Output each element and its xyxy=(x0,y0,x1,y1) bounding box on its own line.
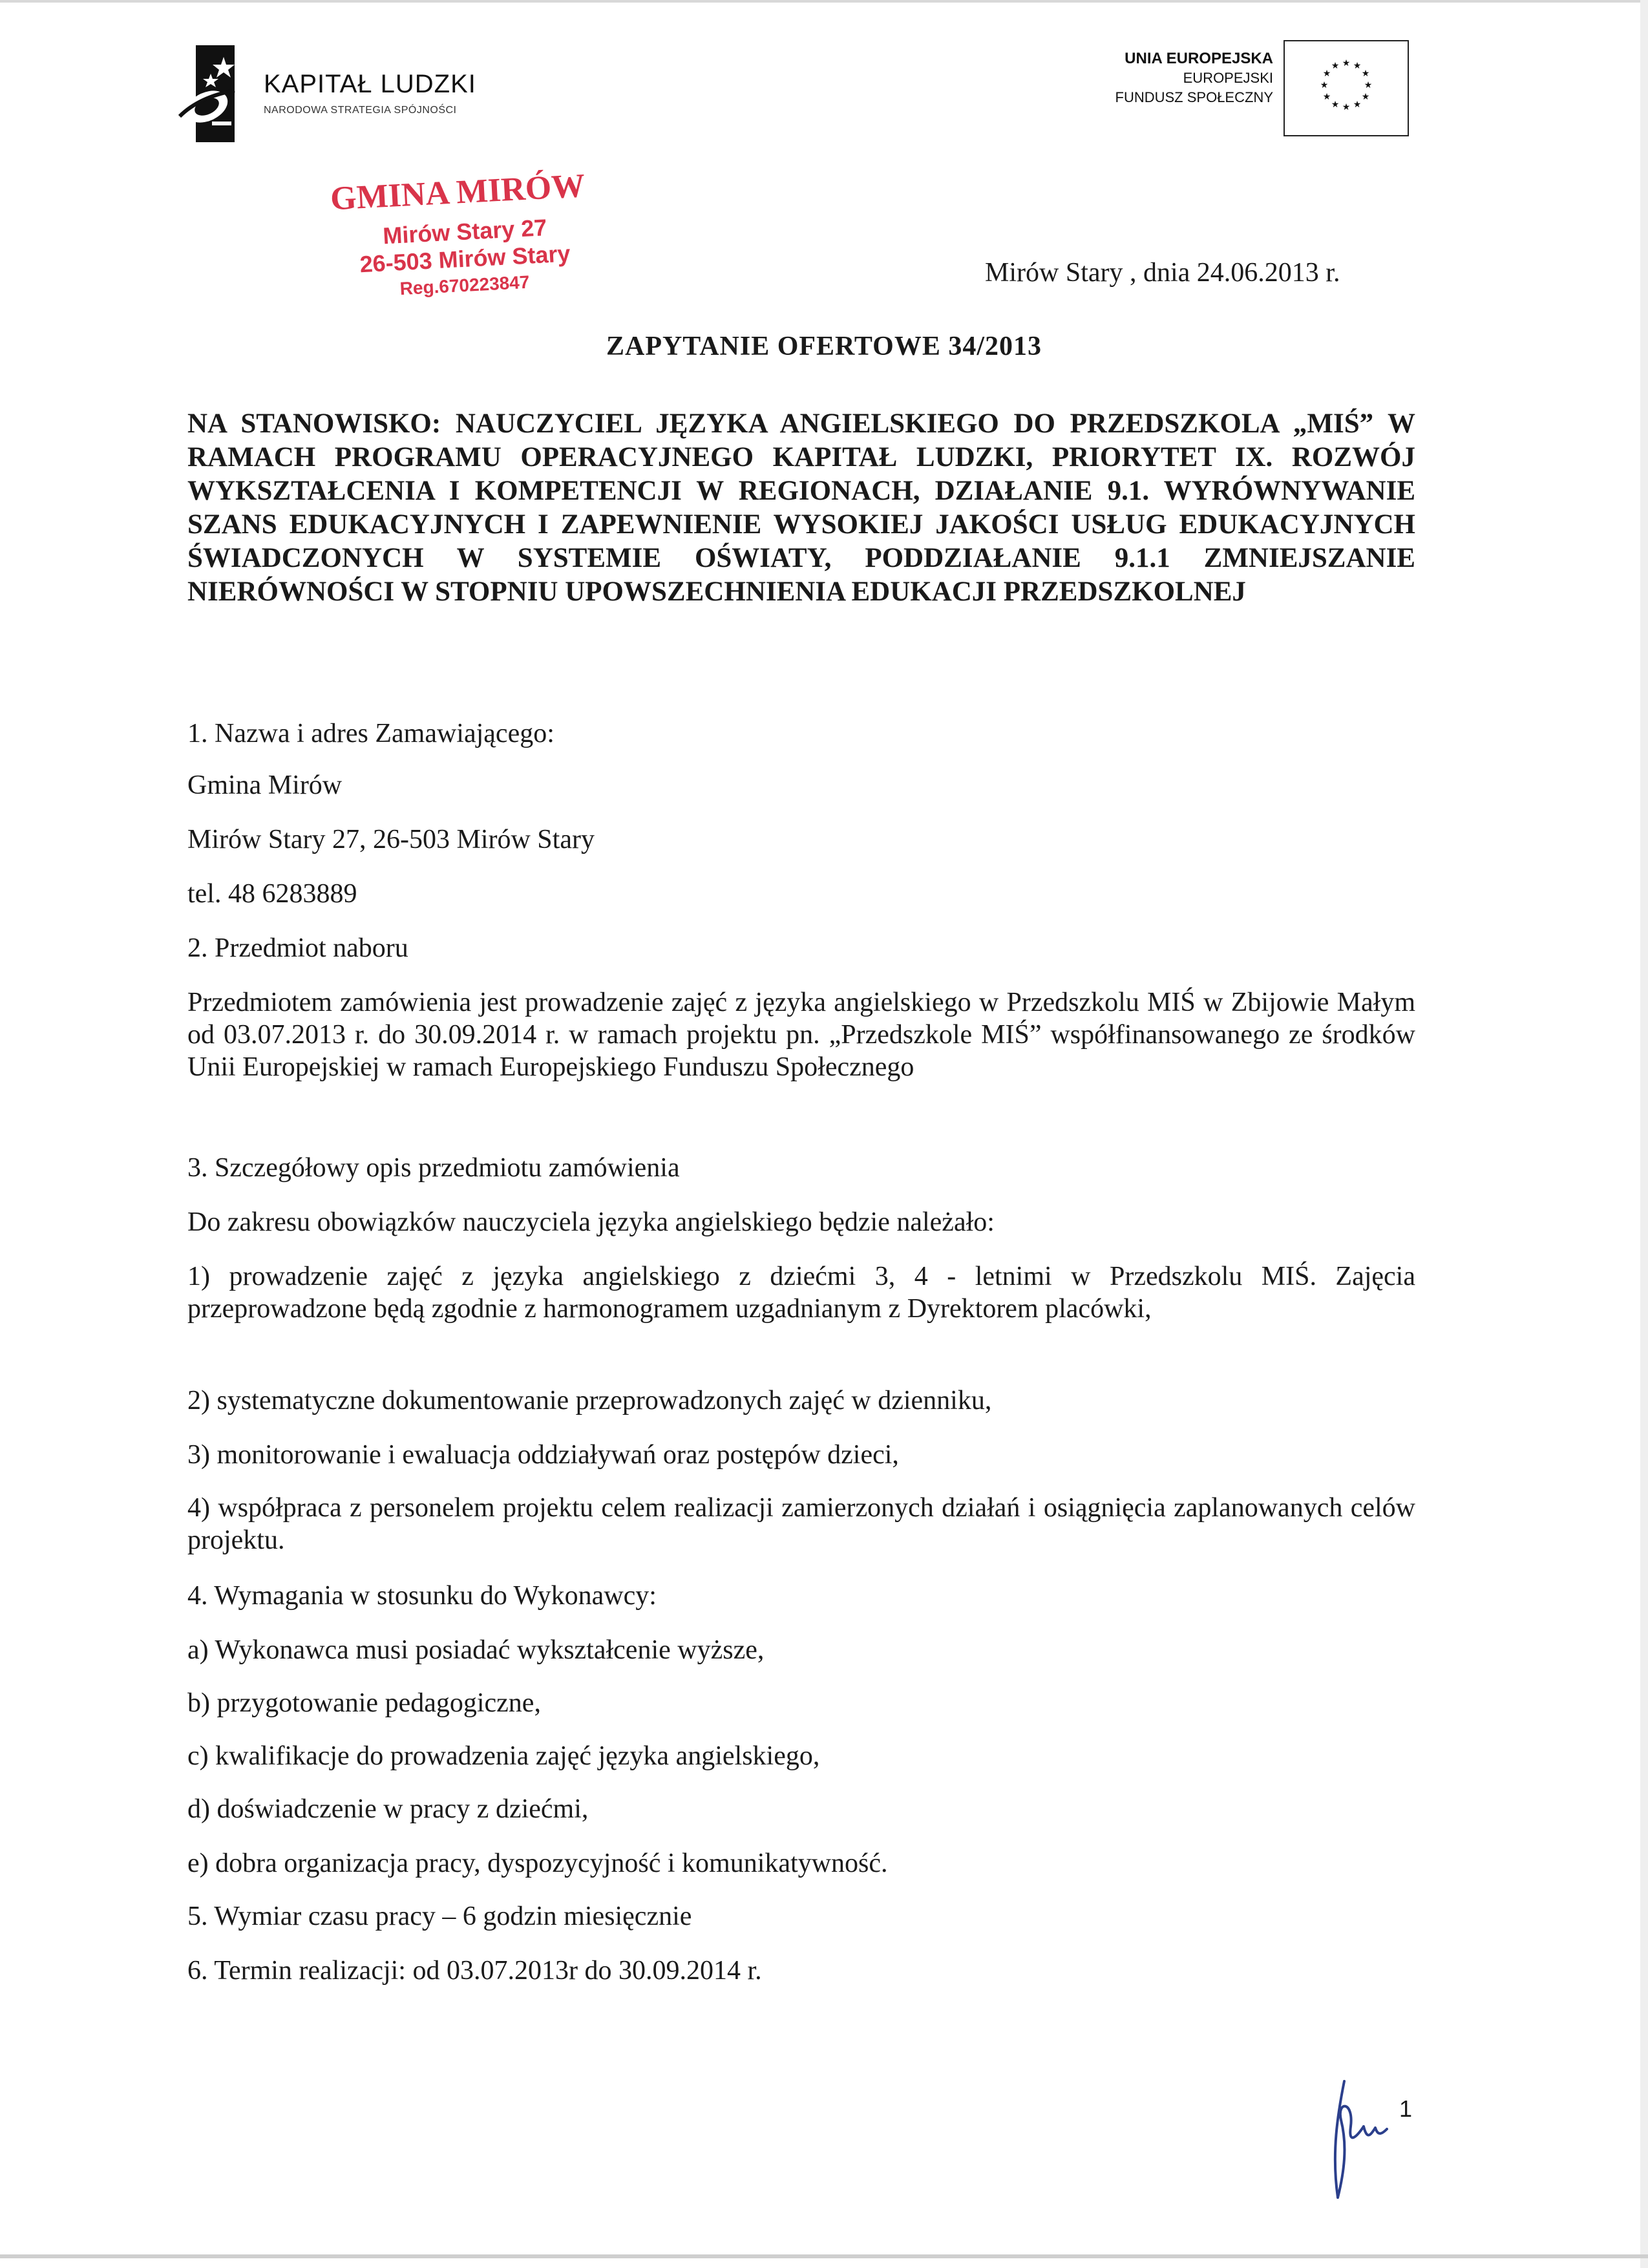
section-2-heading: 2. Przedmiot naboru xyxy=(187,933,408,963)
kapital-ludzki-title: KAPITAŁ LUDZKI xyxy=(264,70,476,98)
list-item: 2) systematyczne dokumentowanie przeprowadzonych zajęć w dzienniku, xyxy=(187,1386,992,1415)
document-title: ZAPYTANIE OFERTOWE 34/2013 xyxy=(606,332,1042,361)
gmina-stamp xyxy=(323,166,601,316)
contracting-authority-phone: tel. 48 6283889 xyxy=(187,879,357,909)
list-item: 4) współpraca z personelem projektu celem realizacji zamierzonych działań i osiągnięcia zaplanowanych celów projektu. xyxy=(187,1493,1415,1555)
section-1-heading: 1. Nazwa i adres Zamawiającego: xyxy=(187,719,555,748)
eu-logo xyxy=(1047,40,1409,137)
eu-line-2: EUROPEJSKI xyxy=(1183,70,1273,86)
svg-text:★: ★ xyxy=(1331,100,1340,110)
scan-bottom-edge xyxy=(0,2254,1648,2258)
scan-top-edge xyxy=(0,0,1648,3)
page-number: 1 xyxy=(1399,2095,1413,2122)
section-4-heading: 4. Wymagania w stosunku do Wykonawcy: xyxy=(187,1581,657,1611)
list-item: 3) monitorowanie i ewaluacja oddziaływań oraz postępów dzieci, xyxy=(187,1440,899,1470)
kapital-ludzki-logo xyxy=(173,45,496,142)
svg-text:★: ★ xyxy=(1353,61,1362,71)
eu-flag-stars-icon xyxy=(1284,40,1409,136)
svg-text:★: ★ xyxy=(1342,102,1351,112)
list-item: 1) prowadzenie zajęć z języka angielskiego z dziećmi 3, 4 - letnimi w Przedszkolu MIŚ. Zajęcia przeprowadzone będą zgodnie z harmonogramem uzgadnianym z Dyrektorem placówki, xyxy=(187,1262,1415,1324)
stamp-city: 26-503 Mirów Stary xyxy=(359,240,571,278)
section-5-working-time: 5. Wymiar czasu pracy – 6 godzin miesięcznie xyxy=(187,1902,692,1931)
svg-text:★: ★ xyxy=(1364,80,1373,90)
section-3-intro: Do zakresu obowiązków nauczyciela języka angielskiego będzie należało: xyxy=(187,1207,995,1237)
list-item: c) kwalifikacje do prowadzenia zajęć języka angielskiego, xyxy=(187,1741,820,1771)
place-date: Mirów Stary , dnia 24.06.2013 r. xyxy=(985,258,1340,288)
document-heading: NA STANOWISKO: NAUCZYCIEL JĘZYKA ANGIELSKIEGO DO PRZEDSZKOLA „MIŚ” W RAMACH PROGRAMU OPERACYJNEGO KAPITAŁ LUDZKI, PRIORYTET IX. ROZWÓJ WYKSZTAŁCENIA I KOMPETENCJI W REGIONACH, DZIAŁANIE 9.1. WYRÓWNYWANIE SZANS EDUKACYJNYCH I ZAPEWNIENIE WYSOKIEJ JAKOŚCI USŁUG EDUKACYJNYCH ŚWIADCZONYCH W SYSTEMIE OŚWIATY, PODDZIAŁANIE 9.1.1 ZMNIEJSZANIE NIERÓWNOŚCI W STOPNIU UPOWSZECHNIENIA EDUKACJI PRZEDSZKOLNEJ xyxy=(187,408,1415,607)
list-item: d) doświadczenie w pracy z dziećmi, xyxy=(187,1794,589,1824)
kapital-ludzki-subtitle: NARODOWA STRATEGIA SPÓJNOŚCI xyxy=(264,105,457,116)
list-item: e) dobra organizacja pracy, dyspozycyjność i komunikatywność. xyxy=(187,1849,888,1878)
svg-text:★: ★ xyxy=(1342,58,1351,69)
list-item: a) Wykonawca musi posiadać wykształcenie wyższe, xyxy=(187,1635,765,1665)
handwritten-signature-icon xyxy=(1318,2075,1396,2204)
svg-text:★: ★ xyxy=(1361,92,1370,102)
stamp-name: GMINA MIRÓW xyxy=(329,167,586,218)
eu-line-1: UNIA EUROPEJSKA xyxy=(1125,50,1273,67)
section-2-body: Przedmiotem zamówienia jest prowadzenie zajęć z języka angielskiego w Przedszkolu MIŚ w Zbijowie Małym od 03.07.2013 r. do 30.09.2014 r. w ramach projektu pn. „Przedszkole MIŚ” współfinansowanego ze środków Unii Europejskiej w ramach Europejskiego Funduszu Społecznego xyxy=(187,988,1415,1082)
section-6-realization-period: 6. Termin realizacji: od 03.07.2013r do 30.09.2014 r. xyxy=(187,1956,762,1986)
svg-text:★: ★ xyxy=(1320,80,1329,90)
stamp-reg: Reg.670223847 xyxy=(399,271,531,299)
stamp-street: Mirów Stary 27 xyxy=(382,214,548,249)
contracting-authority-address: Mirów Stary 27, 26-503 Mirów Stary xyxy=(187,825,595,854)
section-3-heading: 3. Szczegółowy opis przedmiotu zamówienia xyxy=(187,1153,680,1183)
svg-text:★: ★ xyxy=(1331,61,1340,71)
svg-text:★: ★ xyxy=(1361,69,1370,79)
svg-text:★: ★ xyxy=(1353,100,1362,110)
kapital-ludzki-emblem-icon xyxy=(173,45,251,142)
svg-text:★: ★ xyxy=(1322,92,1331,102)
svg-text:★: ★ xyxy=(1322,69,1331,79)
contracting-authority-name: Gmina Mirów xyxy=(187,770,343,800)
eu-text xyxy=(1115,49,1273,107)
eu-line-3: FUNDUSZ SPOŁECZNY xyxy=(1115,89,1273,105)
list-item: b) przygotowanie pedagogiczne, xyxy=(187,1688,541,1718)
